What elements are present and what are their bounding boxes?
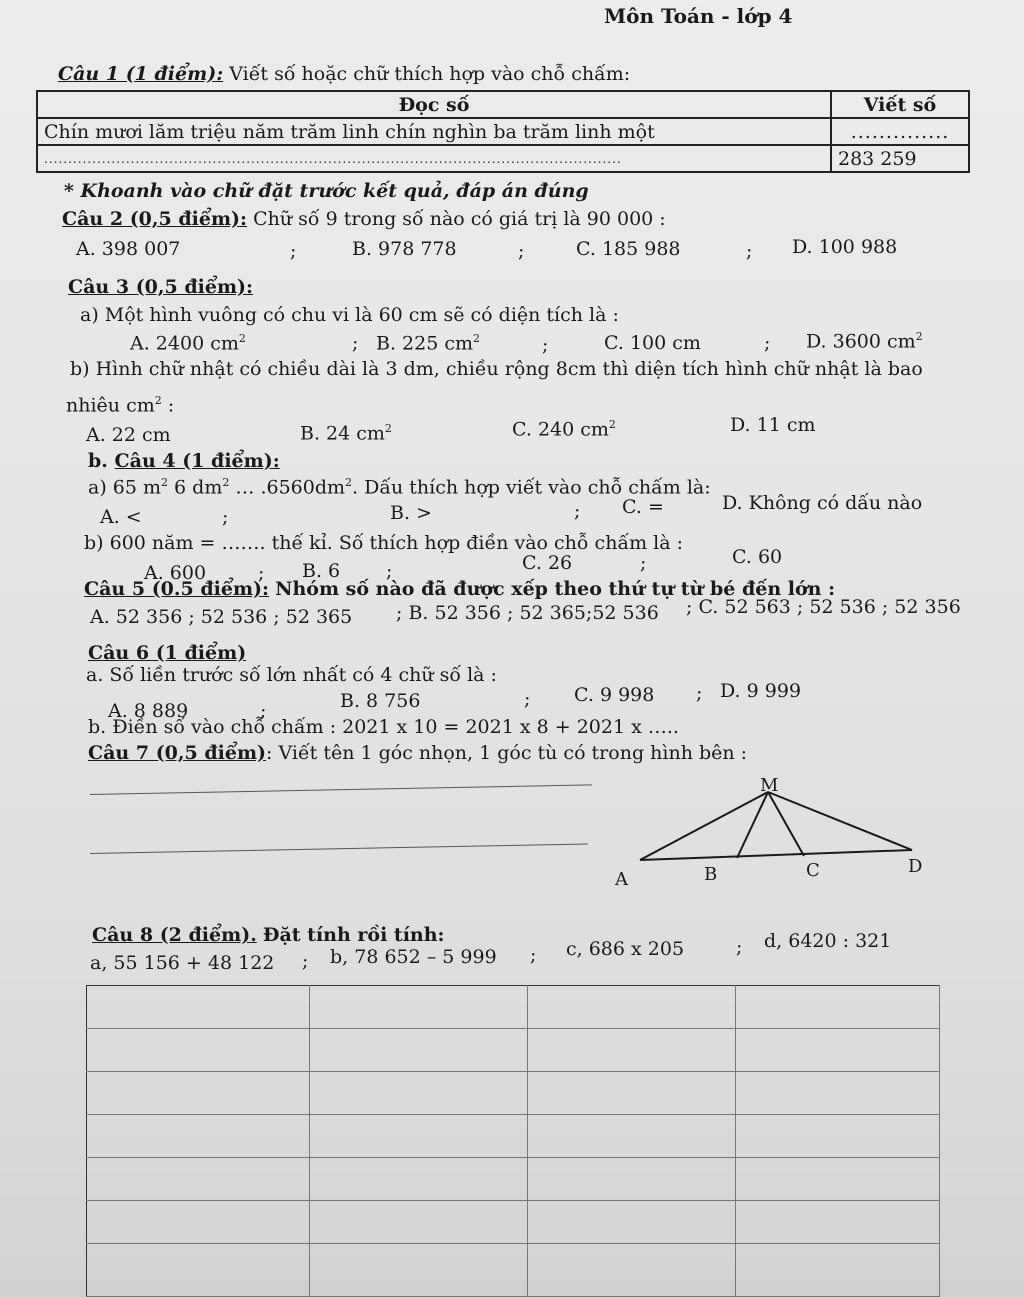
q4b-text: b) 600 năm = ……. thế kỉ. Số thích hợp điền vào chỗ chấm là : xyxy=(84,532,683,554)
answer-line[interactable] xyxy=(90,784,592,795)
work-cell[interactable] xyxy=(736,1158,940,1201)
q4a-option-d[interactable]: D. Không có dấu nào xyxy=(722,492,923,514)
page-title: Môn Toán - lớp 4 xyxy=(604,4,793,28)
work-cell[interactable] xyxy=(310,1201,528,1244)
q4b-option-d[interactable]: C. 60 xyxy=(732,546,783,568)
line-mb xyxy=(737,792,768,858)
q2-option-d[interactable]: D. 100 988 xyxy=(792,236,898,258)
q3a-option-d[interactable]: D. 3600 $cm^2$ xyxy=(806,330,923,353)
work-cell[interactable] xyxy=(87,1244,310,1297)
work-cell[interactable] xyxy=(736,1244,940,1297)
triangle-figure xyxy=(600,760,960,900)
q3a-text: a) Một hình vuông có chu vi là 60 cm sẽ có diện tích là : xyxy=(80,304,619,326)
q8-problem-d: d, 6420 : 321 xyxy=(764,930,892,952)
separator: ; xyxy=(574,500,581,522)
q8-heading: Câu 8 (2 điểm). Đặt tính rồi tính: xyxy=(92,924,445,946)
work-cell[interactable] xyxy=(87,1158,310,1201)
work-cell[interactable] xyxy=(528,1244,736,1297)
separator: ; xyxy=(542,334,549,356)
separator: ; xyxy=(518,240,525,262)
work-cell[interactable] xyxy=(528,986,736,1029)
answer-line[interactable] xyxy=(90,843,588,854)
q2-heading: Câu 2 (0,5 điểm): Chữ số 9 trong số nào có giá trị là 90 000 : xyxy=(62,208,666,230)
work-cell[interactable] xyxy=(736,1072,940,1115)
q5-option-b[interactable]: ; B. 52 356 ; 52 365;52 536 xyxy=(396,602,659,624)
q4b-option-a[interactable]: A. 600 xyxy=(144,562,207,584)
work-cell[interactable] xyxy=(310,1115,528,1158)
q3b-option-a[interactable]: A. 22 cm xyxy=(86,424,171,446)
q3b-option-b[interactable]: B. 24 $cm^2$ xyxy=(300,422,392,445)
work-cell[interactable] xyxy=(528,1072,736,1115)
separator: ; xyxy=(696,682,703,704)
q6-heading: Câu 6 (1 điểm) xyxy=(88,642,247,664)
work-cell[interactable] xyxy=(736,986,940,1029)
q3b-text: b) Hình chữ nhật có chiều dài là 3 dm, chiều rộng 8cm thì diện tích hình chữ nhật là bao xyxy=(70,358,923,380)
q6a-option-a[interactable]: A. 8 889 xyxy=(108,700,189,722)
q4a-option-c[interactable]: C. = xyxy=(622,496,664,518)
work-cell[interactable] xyxy=(528,1201,736,1244)
point-label-b: B xyxy=(704,864,718,885)
work-cell[interactable] xyxy=(528,1029,736,1072)
q2-option-b[interactable]: B. 978 778 xyxy=(352,238,457,260)
separator: ; xyxy=(764,332,771,354)
q1-table xyxy=(36,90,970,173)
q6b-text: b. Điền số vào chỗ chấm : 2021 x 10 = 2021 x 8 + 2021 x ….. xyxy=(88,716,679,738)
q1-row2-write: 283 259 xyxy=(831,145,969,172)
work-cell[interactable] xyxy=(310,1158,528,1201)
q6a-text: a. Số liền trước số lớn nhất có 4 chữ số là : xyxy=(86,664,497,686)
separator: ; xyxy=(524,688,531,710)
point-label-a: A xyxy=(615,869,628,890)
q5-option-a[interactable]: A. 52 356 ; 52 536 ; 52 365 xyxy=(90,606,353,628)
work-cell[interactable] xyxy=(310,1072,528,1115)
q8-problem-b: b, 78 652 – 5 999 xyxy=(330,946,497,968)
separator: ; xyxy=(290,240,297,262)
q4a-option-a[interactable]: A. < xyxy=(100,506,142,528)
q8-problem-c: c, 686 x 205 xyxy=(566,938,685,960)
work-cell[interactable] xyxy=(736,1029,940,1072)
q3-heading: Câu 3 (0,5 điểm): xyxy=(68,276,254,298)
point-label-c: C xyxy=(806,860,820,881)
point-label-d: D xyxy=(908,856,923,877)
q8-problem-a: a, 55 156 + 48 122 xyxy=(90,952,275,974)
q8-work-grid xyxy=(86,985,940,1297)
q7-heading: Câu 7 (0,5 điểm): Viết tên 1 góc nhọn, 1 góc tù có trong hình bên : xyxy=(88,742,748,764)
separator: ; xyxy=(736,936,743,958)
q1-row2-read[interactable]: ........................................................................................................................ xyxy=(37,145,831,172)
work-cell[interactable] xyxy=(310,986,528,1029)
work-cell[interactable] xyxy=(736,1201,940,1244)
line-ad xyxy=(640,850,912,860)
q1-heading: Câu 1 (1 điểm): Viết số hoặc chữ thích hợp vào chỗ chấm: xyxy=(58,63,631,85)
q3a-option-c[interactable]: C. 100 cm xyxy=(604,332,701,354)
separator: ; xyxy=(386,560,393,582)
q6a-option-d[interactable]: D. 9 999 xyxy=(720,680,802,702)
q4b-option-b[interactable]: B. 6 xyxy=(302,560,341,582)
q1-row1-write[interactable]: .............. xyxy=(831,118,969,145)
q6a-option-c[interactable]: C. 9 998 xyxy=(574,684,655,706)
q5-option-c[interactable]: ; C. 52 563 ; 52 536 ; 52 356 xyxy=(686,596,961,618)
point-label-m: M xyxy=(760,775,779,796)
q3b-option-d[interactable]: D. 11 cm xyxy=(730,414,816,436)
q4b-option-c[interactable]: C. 26 xyxy=(522,552,573,574)
work-cell[interactable] xyxy=(310,1029,528,1072)
separator: ; xyxy=(258,562,265,584)
work-cell[interactable] xyxy=(87,1072,310,1115)
work-cell[interactable] xyxy=(736,1115,940,1158)
q2-option-c[interactable]: C. 185 988 xyxy=(576,238,681,260)
separator: ; xyxy=(222,506,229,528)
work-cell[interactable] xyxy=(87,1115,310,1158)
instruction-note: * Khoanh vào chữ đặt trước kết quả, đáp án đúng xyxy=(64,180,589,202)
separator: ; xyxy=(530,944,537,966)
work-cell[interactable] xyxy=(528,1115,736,1158)
work-cell[interactable] xyxy=(87,1029,310,1072)
q4a-option-b[interactable]: B. > xyxy=(390,502,432,524)
separator: ; xyxy=(302,950,309,972)
separator: ; xyxy=(640,552,647,574)
work-cell[interactable] xyxy=(87,986,310,1029)
q1-col-write: Viết số xyxy=(831,91,969,118)
line-mc xyxy=(768,792,804,856)
separator: ; xyxy=(260,700,267,722)
q1-row1-read: Chín mươi lăm triệu năm trăm linh chín nghìn ba trăm linh một xyxy=(37,118,831,145)
q2-option-a[interactable]: A. 398 007 xyxy=(76,238,181,260)
work-cell[interactable] xyxy=(87,1201,310,1244)
q4-heading: b. Câu 4 (1 điểm): xyxy=(88,450,280,472)
separator: ; xyxy=(746,240,753,262)
line-am xyxy=(640,792,768,860)
line-md xyxy=(768,792,912,850)
work-cell[interactable] xyxy=(528,1158,736,1201)
q3a-option-b[interactable]: B. 225 $cm^2$ xyxy=(376,332,481,355)
q6a-option-b[interactable]: B. 8 756 xyxy=(340,690,421,712)
q1-col-read: Đọc số xyxy=(37,91,831,118)
q3b-option-c[interactable]: C. 240 $cm^2$ xyxy=(512,418,616,441)
q5-heading: Câu 5 (0.5 điểm): Nhóm số nào đã được xếp theo thứ tự từ bé đến lớn : xyxy=(84,578,836,600)
q3b-text-cont: nhiêu $cm^2$ : xyxy=(66,394,175,417)
separator: ; xyxy=(352,332,359,354)
q3a-option-a[interactable]: A. 2400 $cm^2$ xyxy=(130,332,246,355)
q4a-text: a) 65 $m^2$ 6 $dm^2$ … $.6560dm^2$. Dấu thích hợp viết vào chỗ chấm là: xyxy=(88,476,711,499)
work-cell[interactable] xyxy=(310,1244,528,1297)
